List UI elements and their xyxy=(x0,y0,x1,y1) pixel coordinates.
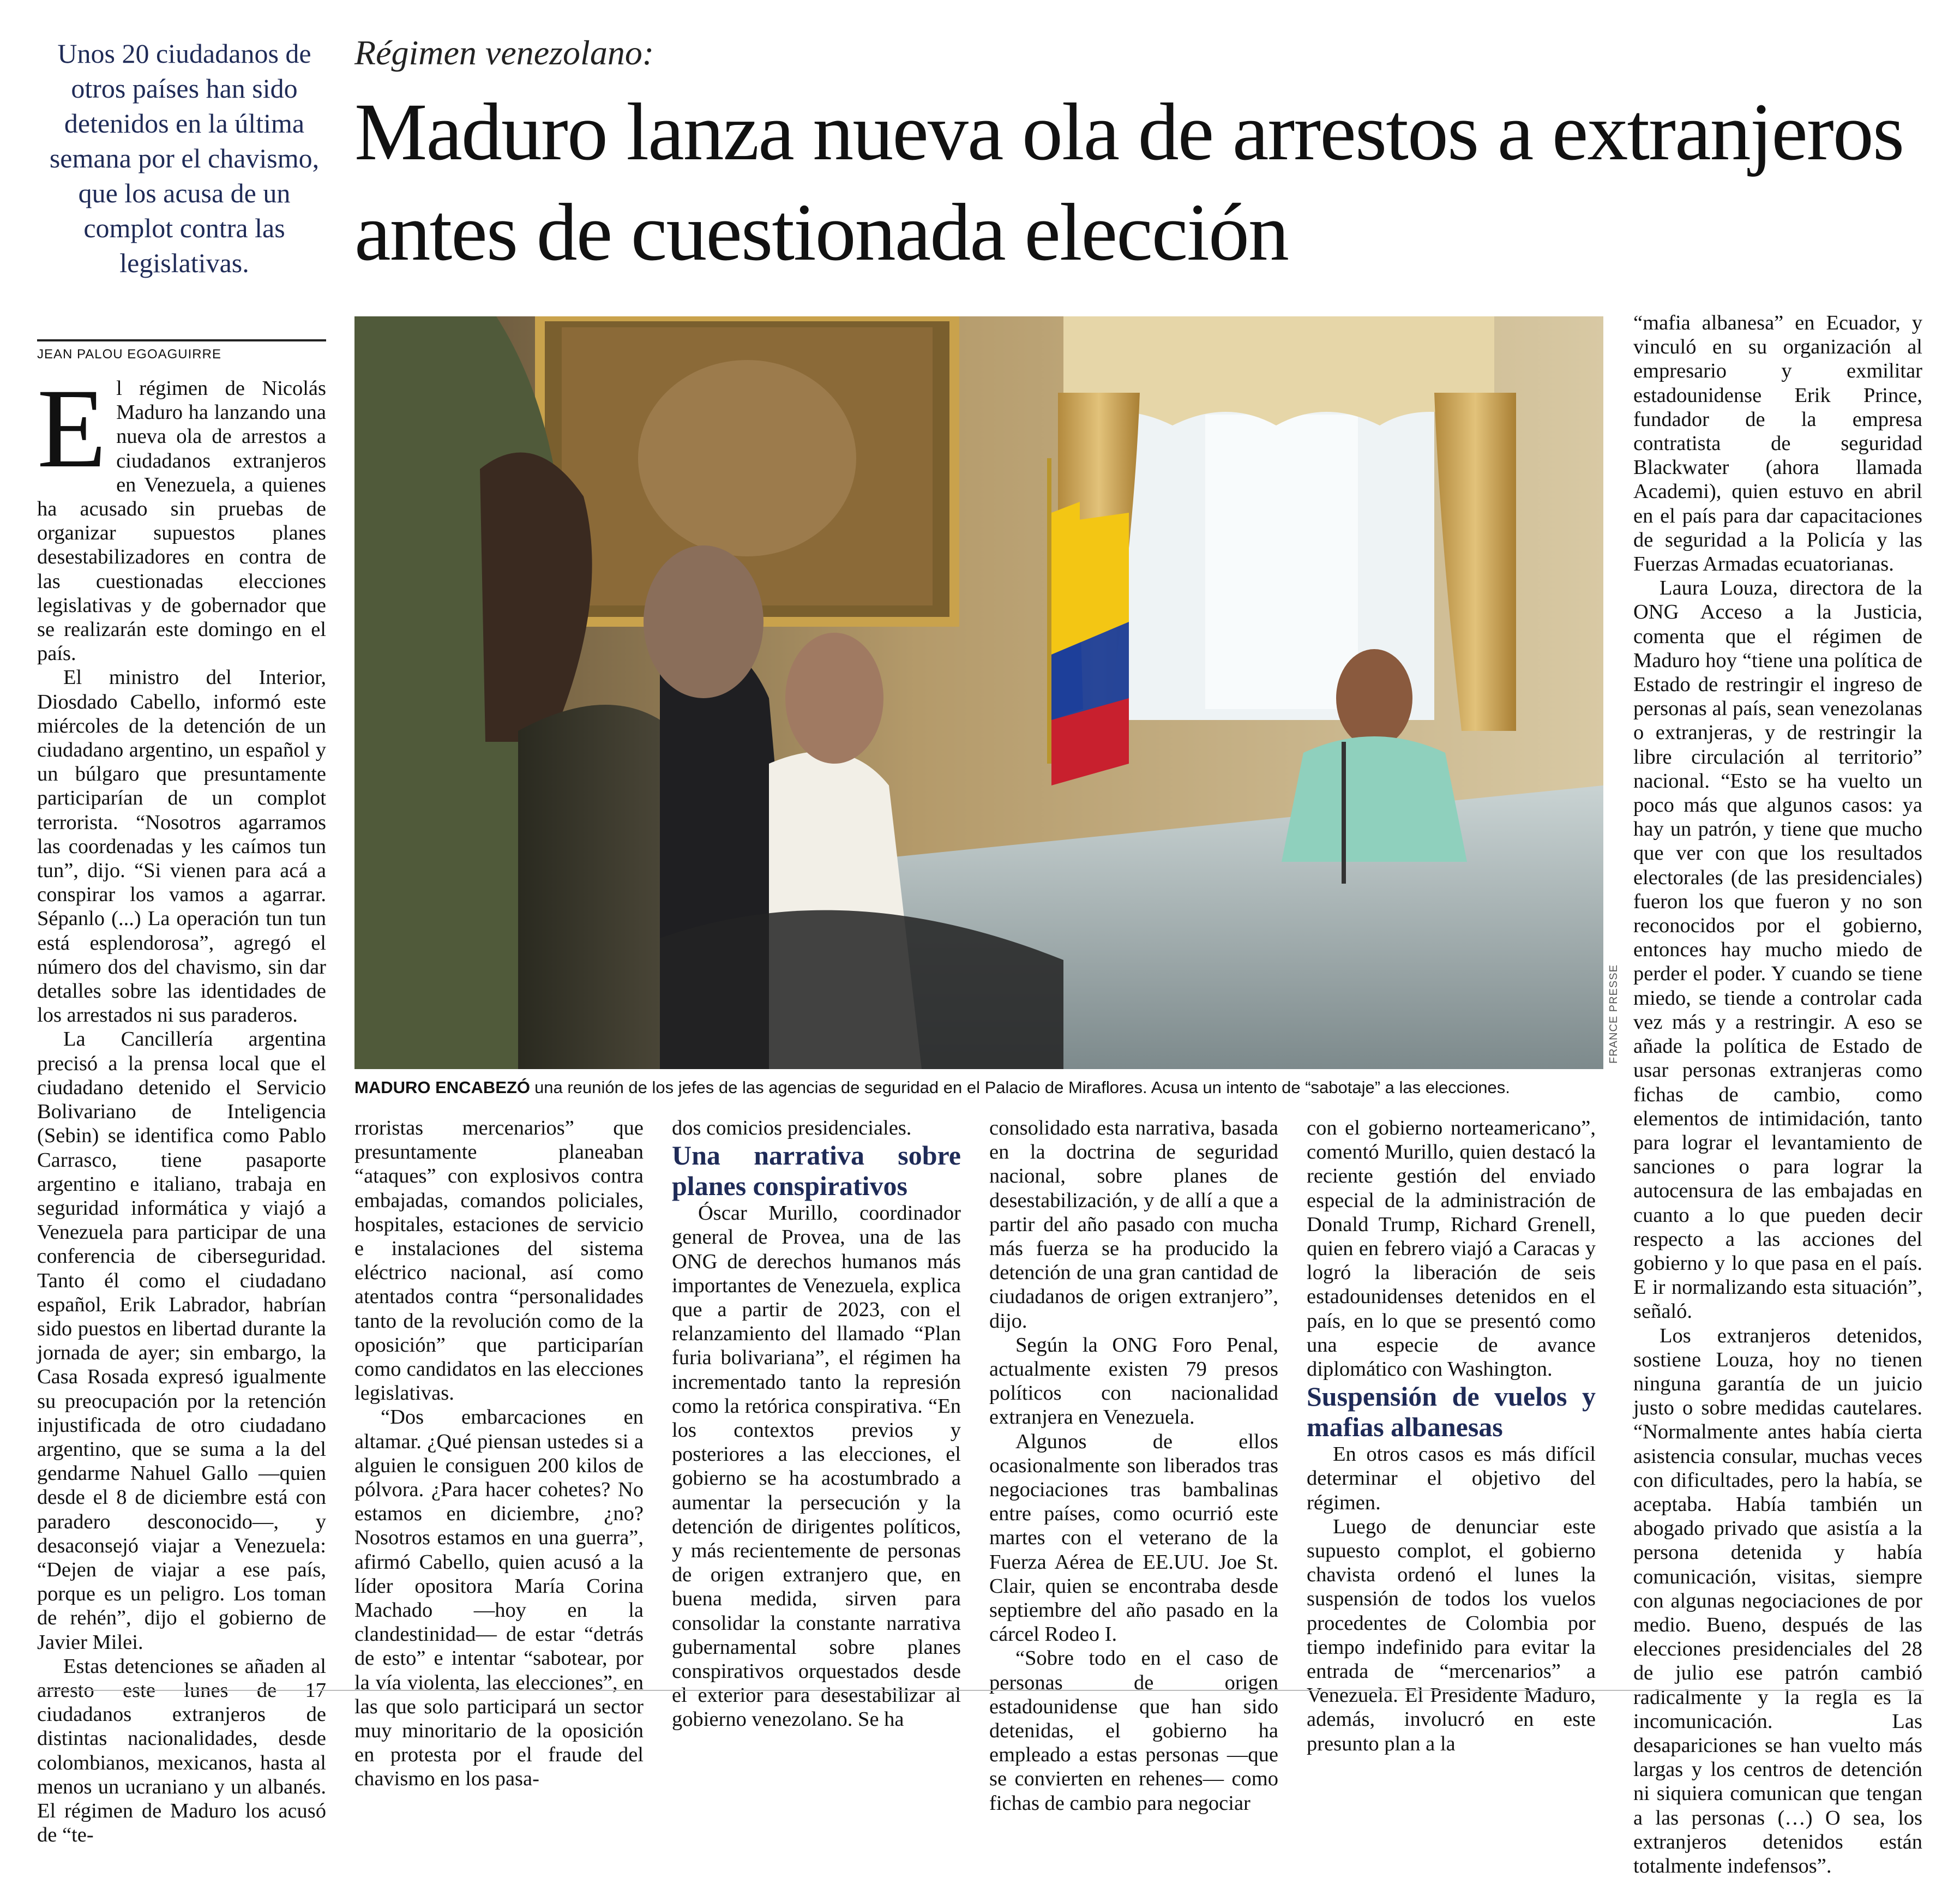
caption-text: una reunión de los jefes de las agencias de seguridad en el Palacio de Miraflores. Acusa un intento de “sabotaje” a las elecciones. xyxy=(534,1078,1510,1097)
column-5 xyxy=(1307,1116,1596,1756)
paragraph-col5: con el gobierno norteamericano”, comentó Murillo, quien destacó la reciente gestión del enviado especial de la administración de Donald Trump, Richard Grenell, quien en febrero viajó a Caracas y logró la liberación de seis estadounidenses detenidos en el país, en lo que se presentó como una especie de avance diplomático con Washington. xyxy=(1307,1117,1596,1381)
caption-label: MADURO ENCABEZÓ xyxy=(354,1078,531,1097)
column-1 xyxy=(37,365,326,1847)
bottom-divider xyxy=(37,1690,1924,1691)
paragraph-col4c: Algunos de ellos ocasionalmente son liberados tras negociaciones tras bambalinas entre países, como ocurrió este martes con el veterano de la Fuerza Aérea de EE.UU. Joe St. Clair, quien se encontraba desde septiembre del año pasado en la cárcel Rodeo I. xyxy=(989,1430,1278,1646)
paragraph-col3: dos comicios presidenciales. xyxy=(672,1117,912,1139)
paragraph-col4d: “Sobre todo en el caso de personas de origen estadounidense que han sido detenidas, el gobierno ha empleado a estas personas —que se convierten en rehenes— como fichas de cambio para negociar xyxy=(989,1647,1278,1815)
paragraph-2: El ministro del Interior, Diosdado Cabello, informó este miércoles de la detención de un ciudadano argentino, un español y un búlgaro que presuntamente participarían de un complot terrorista. “Nosotros agarramos las coordenadas y les caímos tun tun”, dijo. “Si vienen para acá a conspirar los vamos a agarrar. Sépanlo (...) La operación tun tun está esplendorosa”, agregó el número dos del chavismo, sin dar detalles sobre las identidades de los arrestados ni sus paraderos. xyxy=(37,666,326,1027)
byline-divider xyxy=(37,339,326,341)
paragraph-col2b: “Dos embarcaciones en altamar. ¿Qué piensan ustedes si a alguien le consiguen 200 kilos de pólvora. ¿Para hacer cohetes? No estamos en diciembre, ¿no? Nosotros estamos en una guerra”, afirmó Cabello, quien acusó a la líder opositora María Corina Machado —hoy en la clandestinidad— de estar “detrás de esto” e intentar “sabotear, por la vía violenta, las elecciones”, en las que solo participará un sector muy minoritario de la oposición en protesta por el fraude del chavismo en los pasa- xyxy=(354,1406,644,1791)
paragraph-col6b: Laura Louza, directora de la ONG Acceso a la Justicia, comenta que el régimen de Maduro hoy “tiene una política de Estado de restringir el ingreso de personas al país, sean venezolanas o extranjeras, y de restringir la libre circulación al territorio” nacional. “Esto se ha vuelto un poco más que algunos casos: ya hay un patrón, y tiene que mucho que ver con que los resultados electorales (de las presidenciales) fueron los que fueron y no son reconocidos por el gobierno, entonces hay mucho miedo de perder el poder. Y cuando se tiene miedo, se tiende a controlar cada vez más y a restringir. A eso se añade la política de Estado de usar personas extranjeras como fichas de cambio, como elementos de intimidación, tanto para lograr el levantamiento de sanciones o para lograr la autocensura de las embajadas en cuanto a lo que pueden decir respecto a las acciones del gobierno y lo que pasa en el país. E ir normalizando esta situación”, señaló. xyxy=(1633,577,1922,1323)
headline: Maduro lanza nueva ola de arrestos a extranjeros antes de cuestionada elección xyxy=(354,87,1904,278)
paragraph-3: La Cancillería argentina precisó a la prensa local que el ciudadano detenido el Servicio Bolivariano de Inteligencia (Sebin) se identifica como Pablo Carrasco, tiene pasaporte argentino e italiano, trabaja en seguridad informática y viajó a Venezuela para participar de una conferencia de ciberseguridad. Tanto él como el ciudadano español, Erik Labrador, habrían sido puestos en libertad durante la jornada de ayer; sin embargo, la Casa Rosada expresó igualmente su preocupación por la retención injustificada de otro ciudadano argentino, que se suma a la del gendarme Nahuel Gallo —quien desde el 8 de diciembre está con paradero desconocido—, y desaconsejó viajar a Venezuela: “Dejen de viajar a ese país, porque es un peligro. Los toman de rehén”, dijo el gobierno de Javier Milei. xyxy=(37,1028,326,1654)
byline: JEAN PALOU EGOAGUIRRE xyxy=(37,347,221,362)
paragraph-col6c: Los extranjeros detenidos, sostiene Louza, hoy no tienen ninguna garantía de un juicio justo o sobre medidas cautelares. “Normalmente antes había cierta asistencia consular, muchas veces con dificultades, pero la había, se aceptaba. Había también un abogado privado que asistía a la persona detenida y había comunicación, visitas, siempre con algunas negociaciones de por medio. Bueno, después de las elecciones presidenciales del 28 de julio ese patrón cambió radicalmente y la regla es la incomunicación. Las desapariciones se han vuelto más largas y los centros de detención ni siquiera comunican que tengan a las personas (…) O sea, los extranjeros detenidos están totalmente indefensos”. xyxy=(1633,1324,1922,1877)
column-4 xyxy=(989,1116,1278,1815)
photo-caption xyxy=(354,1077,1609,1098)
column-6 xyxy=(1633,311,1922,1878)
paragraph-col2: rroristas mercenarios” que presuntamente planeaban “ataques” con explosivos contra embajadas, comandos policiales, hospitales, estaciones de servicio e instalaciones del sistema eléctrico nacional, así como atentados contra “personalidades tanto de la revolución como de la oposición” que participarían como candidatos en las elecciones legislativas. xyxy=(354,1117,644,1405)
paragraph-1-text: l régimen de Nicolás Maduro ha lanzando una nueva ola de arrestos a ciudadanos extranjeros en Venezuela, a quienes ha acusado sin pruebas de organizar supuestos planes desestabilizadores en contra de las cuestionadas elecciones legislativas y de gobernador que se realizarán este domingo en el país. xyxy=(37,377,326,665)
paragraph-col5c: Luego de denunciar este supuesto complot, el gobierno chavista ordenó el lunes la suspensión de todos los vuelos procedentes de Colombia por tiempo indefinido para evitar la entrada de “mercenarios” a Venezuela. El Presidente Maduro, además, involucró en este presunto plan a la xyxy=(1307,1515,1596,1755)
paragraph-col6: “mafia albanesa” en Ecuador, y vinculó en su organización al empresario y exmilitar estadounidense Erik Prince, fundador de la empresa contratista de seguridad Blackwater (ahora llamada Academi), quien estuvo en abril en el país para dar capacitaciones de seguridad a la Policía y las Fuerzas Armadas ecuatorianas. xyxy=(1633,311,1922,576)
lead-summary: Unos 20 ciudadanos de otros países han sido detenidos en la última semana por el chavismo, que los acusa de un complot contra las legislativas. xyxy=(49,38,320,278)
subhead-vuelos: Suspensión de vuelos y mafias albanesas xyxy=(1307,1381,1596,1443)
kicker: Régimen venezolano: xyxy=(354,33,654,72)
column-3 xyxy=(672,1116,961,1732)
paragraph-col3b: Óscar Murillo, coordinador general de Provea, una de las ONG de derechos humanos más importantes de Venezuela, explica que a partir de 2023, con el relanzamiento del llamado “Plan furia bolivariana”, el régimen ha incrementado tanto la represión como la retórica conspirativa. “En los contextos previos y posteriores a las elecciones, el gobierno se ha acostumbrado a aumentar la persecución y la detención de dirigentes políticos, y más recientemente de personas de origen extranjero que, en buena medida, sirven para consolidar la constante narrativa gubernamental sobre planes conspirativos orquestados desde el exterior para desestabilizar al gobierno venezolano. Se ha xyxy=(672,1202,961,1731)
paragraph-1 xyxy=(37,365,326,665)
paragraph-col4: consolidado esta narrativa, basada en la doctrina de seguridad nacional, sobre planes de desestabilización, y de allí a que a partir del año pasado con mucha más fuerza se ha producido la detención de una gran cantidad de ciudadanos de origen extranjero”, dijo. xyxy=(989,1117,1278,1333)
photo-illustration xyxy=(354,316,1603,1069)
article-photo xyxy=(354,316,1603,1069)
paragraph-col4b: Según la ONG Foro Penal, actualmente existen 79 presos políticos con nacionalidad extranjera en Venezuela. xyxy=(989,1333,1278,1429)
drop-cap: E xyxy=(37,365,107,491)
photo-credit: FRANCE PRESSE xyxy=(1608,964,1620,1064)
subhead-narrativa: Una narrativa sobre planes conspirativos xyxy=(672,1140,961,1202)
paragraph-col5b: En otros casos es más difícil determinar el objetivo del régimen. xyxy=(1307,1443,1596,1514)
paragraph-4: Estas detenciones se añaden al arresto este lunes de 17 ciudadanos extranjeros de distintas nacionalidades, desde colombianos, mexicanos, hasta al menos un ucraniano y un albanés. El régimen de Maduro los acusó de “te- xyxy=(37,1654,326,1847)
